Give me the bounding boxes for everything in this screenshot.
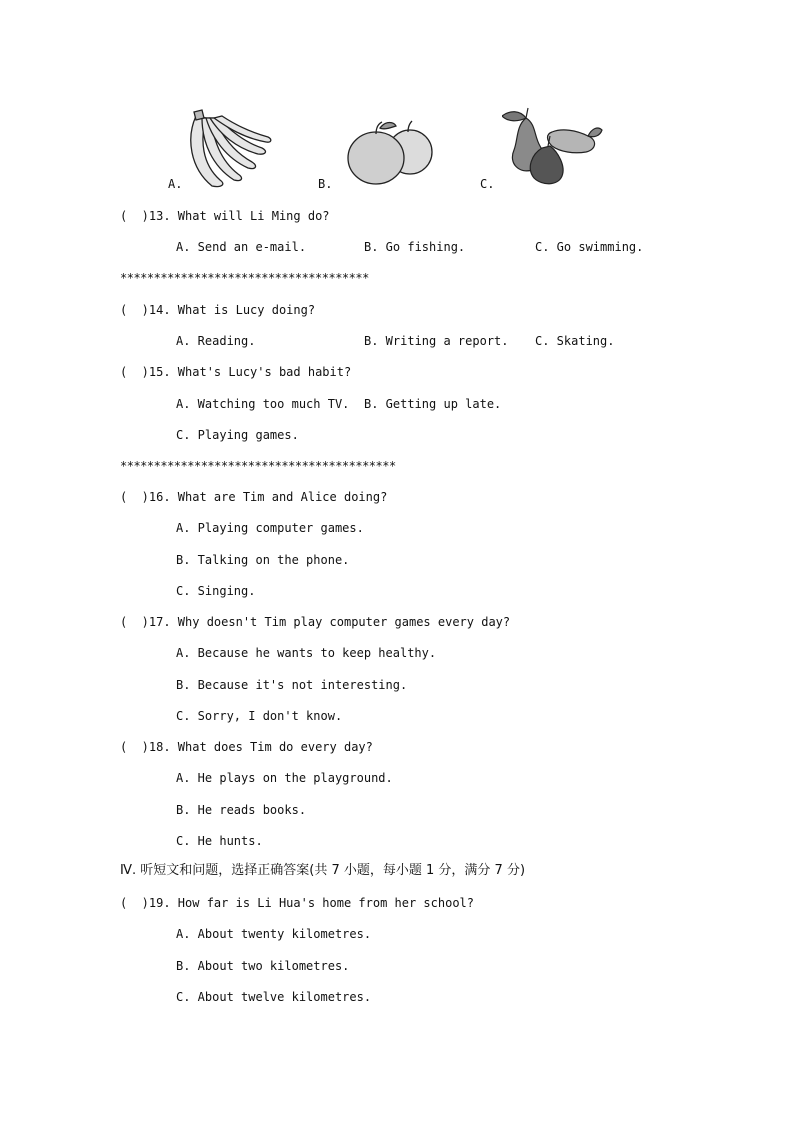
pears-icon: [502, 106, 608, 188]
q14-option-a: A. Reading.: [176, 334, 256, 348]
question-14: ( )14. What is Lucy doing?: [120, 303, 316, 317]
section-4-heading: Ⅳ. 听短文和问题，选择正确答案(共 7 小题，每小题 1 分，满分 7 分): [120, 863, 526, 878]
q18-option-a: A. He plays on the playground.: [176, 771, 393, 785]
q13-option-c: C. Go swimming.: [535, 240, 644, 254]
banana-bunch-icon: [182, 108, 274, 190]
question-17: ( )17. Why doesn't Tim play computer games every day?: [120, 615, 511, 629]
q13-option-a: A. Send an e-mail.: [176, 240, 307, 254]
question-15: ( )15. What's Lucy's bad habit?: [120, 365, 352, 379]
question-19: ( )19. How far is Li Hua's home from her school?: [120, 896, 475, 910]
q19-option-b: B. About two kilometres.: [176, 959, 350, 973]
q18-option-c: C. He hunts.: [176, 834, 263, 848]
apples-icon: [346, 118, 438, 188]
q18-option-b: B. He reads books.: [176, 803, 307, 817]
picture-c-label: C.: [480, 177, 495, 191]
q17-option-a: A. Because he wants to keep healthy.: [176, 646, 437, 660]
picture-a-label: A.: [168, 177, 183, 191]
separator-1: *************************************: [120, 271, 369, 285]
q17-option-c: C. Sorry, I don't know.: [176, 709, 343, 723]
q16-option-c: C. Singing.: [176, 584, 256, 598]
q13-option-b: B. Go fishing.: [364, 240, 466, 254]
q14-option-b: B. Writing a report.: [364, 334, 509, 348]
question-16: ( )16. What are Tim and Alice doing?: [120, 490, 388, 504]
separator-2: *****************************************: [120, 459, 396, 473]
question-18: ( )18. What does Tim do every day?: [120, 740, 373, 754]
q16-option-a: A. Playing computer games.: [176, 521, 364, 535]
q19-option-a: A. About twenty kilometres.: [176, 927, 372, 941]
question-13: ( )13. What will Li Ming do?: [120, 209, 330, 223]
q15-option-b: B. Getting up late.: [364, 397, 502, 411]
q15-option-a: A. Watching too much TV.: [176, 397, 350, 411]
picture-b-label: B.: [318, 177, 333, 191]
q19-option-c: C. About twelve kilometres.: [176, 990, 372, 1004]
q15-option-c: C. Playing games.: [176, 428, 299, 442]
q17-option-b: B. Because it's not interesting.: [176, 678, 408, 692]
q16-option-b: B. Talking on the phone.: [176, 553, 350, 567]
q14-option-c: C. Skating.: [535, 334, 615, 348]
